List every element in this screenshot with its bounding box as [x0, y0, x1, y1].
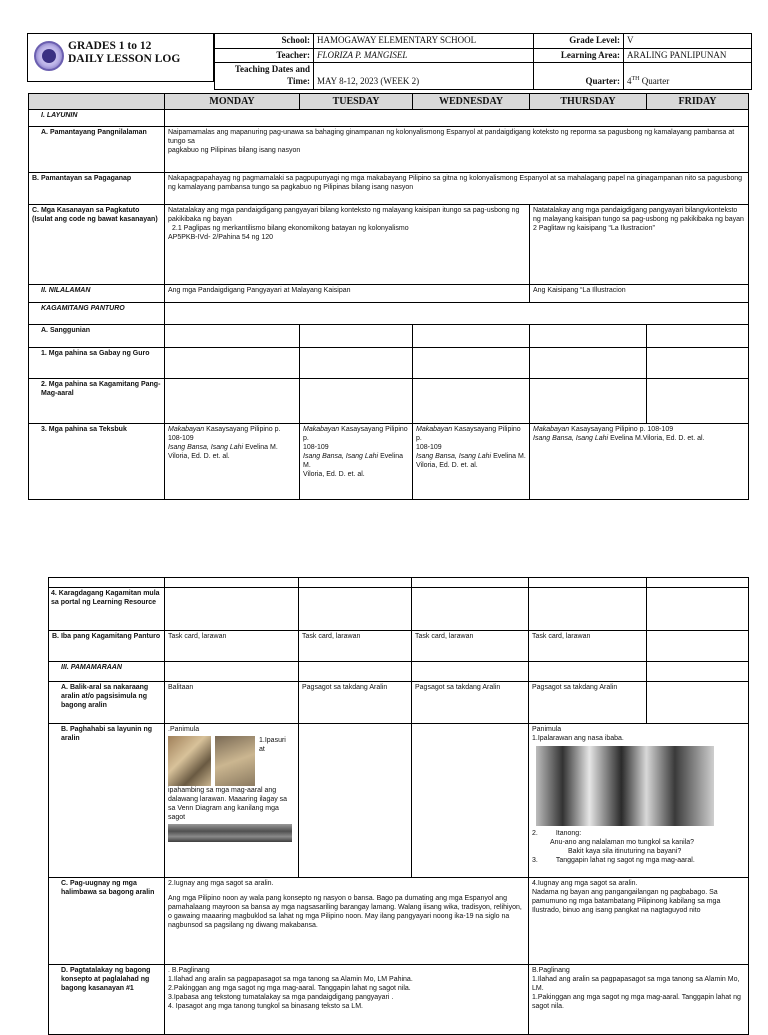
cell-empty — [300, 348, 413, 379]
section-layunin: I. LAYUNIN — [29, 110, 165, 127]
lesson-table-page1 — [28, 93, 749, 500]
kasanayan-left-3: 2.1 Paglipas ng merkantilismo bilang ekonomikong batayan ng kolonyalismo — [172, 225, 409, 233]
cell-empty — [299, 662, 412, 682]
panimula-monday: .Panimula — [168, 726, 200, 733]
day-tuesday: TUESDAY — [300, 94, 413, 110]
teacher-label: Teacher: — [215, 48, 314, 63]
tb-rest: Kasaysayang Pilipino p. — [204, 426, 281, 433]
quarter-superscript: TH — [631, 76, 640, 83]
pagtatalakay-thu-fri — [529, 965, 749, 1035]
school-label: School: — [215, 34, 314, 49]
area-label: Learning Area: — [534, 48, 624, 63]
tb-thu1: Kasaysayang Pilipino p. 108-109 — [569, 426, 674, 433]
cell-empty — [412, 662, 529, 682]
paghahabi-thursday — [529, 724, 749, 878]
label-kagamitang-mag-aaral: 2. Mga pahina sa Kagamitang Pang-Mag-aaral — [29, 379, 165, 424]
cell-empty — [299, 724, 412, 878]
pagaganap-text: Nakapagpapahayag ng pagmamalaki sa pagpupunyagi ng mga makabayang Pilipino sa gitna ng kolonyalismong Espanyol at sa mahalagang papel na ginagampanan nito sa pagusbong — [168, 175, 743, 182]
tb-author: Evelina M. — [245, 444, 278, 452]
d-mon-1: . B.Paglinang — [168, 967, 210, 974]
pag-uugnay-paragraph: Ang mga Pilipino noon ay wala pang konsepto ng nasyon o bansa. Bago pa dumating ang mga Espanyol ang pamahalaang mayroon sa bansa ay mga nagsasariling barangay lamang. Walang iisang wika, tradisyon, relihiyon, o gawaing maaaring magbuklod sa lahat ng mga Pilipino noon. May ilang pangyayari noong ika-19 na siglo na nagbunsod sa pagsilang ng diwang makabansa. — [168, 895, 522, 930]
section-kagamitang-panturo: KAGAMITANG PANTURO — [29, 303, 165, 325]
cell-empty — [299, 588, 412, 631]
ipahambing-text: ipahambing sa mga mag-aaral ang dalawang larawan. Maaaring ilagay sa sa Venn Diagram ang kanilang mga sagot — [168, 787, 288, 822]
kagamitang-content — [165, 303, 749, 325]
pamantayang-pangnilalaman-content — [165, 127, 749, 173]
cell-empty — [165, 348, 300, 379]
ipasuri-text: 1.Ipasuri at — [259, 737, 286, 754]
cell-empty — [49, 578, 165, 588]
kasanayan-right-1: Natatalakay ang mga pandaigdigang pangyayari bilangvkonteksto ng malayang kaisipan tungo sa pag-usbong ng pakikibaka ng bayan — [533, 207, 744, 224]
cell-empty — [412, 578, 529, 588]
painting-image-1 — [168, 736, 211, 786]
teksbuk-wednesday — [413, 424, 530, 500]
iugnay-monday: 2.Iugnay ang mga sagot sa aralin. — [168, 880, 274, 887]
tb-title: Makabayan — [303, 426, 340, 433]
tb-pages: 108-109 — [303, 444, 329, 452]
d-mon-5: 4. Ipasagot ang mga tanong tungkol sa binasang teksto sa LM. — [168, 1003, 363, 1011]
cell-empty — [165, 379, 300, 424]
pagsagot-wednesday: Pagsagot sa takdang Aralin — [412, 682, 529, 724]
quarter-word: Quarter — [639, 76, 670, 87]
d-thu-1: B.Paglinang — [532, 967, 570, 974]
cell-empty — [530, 325, 647, 348]
itanong-number: 2. — [532, 830, 538, 838]
tb-author-it: Isang Bansa, Isang Lahi — [416, 453, 492, 461]
cell-empty — [165, 325, 300, 348]
cell-empty — [647, 578, 749, 588]
cell-empty — [647, 348, 749, 379]
task-thursday: Task card, larawan — [529, 631, 647, 662]
question-3: Tanggapin lahat ng sagot ng mga mag-aaral. — [555, 857, 695, 865]
tb-author2: Viloria, Ed. D. et. al. — [416, 462, 478, 470]
heroes-photo-image — [536, 746, 714, 826]
kasanayan-left-1: Natatalakay ang mga pandaigdigang pangyayari bilang konteksto ng malayang kaisipan itungo sa pag-usbong ng — [168, 207, 520, 214]
quarter-label: Quarter: — [534, 63, 624, 89]
form-title-line2: DAILY LESSON LOG — [68, 53, 181, 65]
label-pag-uugnay: C. Pag-uugnay ng mga halimbawa sa bagong aralin — [49, 878, 165, 965]
cell-empty — [165, 588, 299, 631]
cell-empty — [413, 325, 530, 348]
cell-empty — [647, 325, 749, 348]
street-photo-image — [168, 824, 292, 842]
section-nilalaman: II. NILALAMAN — [29, 285, 165, 303]
balitaan-monday: Balitaan — [165, 682, 299, 724]
dates-value: MAY 8-12, 2023 (WEEK 2) — [314, 63, 534, 89]
cell-empty — [412, 588, 529, 631]
tb-author: Evelina M. — [303, 453, 404, 470]
pangnilalaman-text: Naipamamalas ang mapanuring pag-unawa sa bahaging ginampanan ng kolonyalismong Espanyol at pandaigdigang koteksto ng reporma sa pagusbong ng kamalayang pambansa at tungo sa — [168, 129, 735, 146]
label-pamantayan-pagaganap: B. Pamantayan sa Pagaganap — [29, 173, 165, 205]
cell-empty — [300, 379, 413, 424]
label-teksbuk: 3. Mga pahina sa Teksbuk — [29, 424, 165, 500]
panimula-thursday: Panimula — [532, 726, 562, 733]
teksbuk-tuesday — [300, 424, 413, 500]
pangnilalaman-text-2: pagkabuo ng Pilipinas bilang isang nasyon — [168, 147, 301, 155]
paghahabi-monday — [165, 724, 299, 878]
d-mon-2: 1.Ilahad ang aralin sa pagpapasagot sa mga tanong sa Alamin Mo, LM Pahina. — [168, 976, 413, 984]
tb-pages: 108-109 — [416, 444, 442, 452]
nilalaman-thu-fri: Ang Kaisipang “La Illustracion — [530, 285, 749, 303]
area-value: ARALING PANLIPUNAN — [624, 48, 752, 63]
cell-empty — [530, 348, 647, 379]
nilalaman-mon-wed: Ang mga Pandaigdigang Pangyayari at Malayang Kaisipan — [165, 285, 530, 303]
pagsagot-thursday: Pagsagot sa takdang Aralin — [529, 682, 647, 724]
dates-label-line2: Time: — [287, 76, 310, 87]
tb-pages: 108-109 — [168, 435, 194, 443]
day-wednesday: WEDNESDAY — [413, 94, 530, 110]
tb-rest: Kasaysayang Pilipino p. — [303, 426, 408, 443]
kasanayan-left-2: pakikibaka ng bayan — [168, 216, 232, 224]
d-thu-2: 1.Ilahad ang aralin sa pagpapasagot sa mga tanong sa Alamin Mo, LM. — [532, 976, 740, 993]
label-pagtatalakay: D. Pagtatalakay ng bagong konsepto at paglalahad ng bagong kasanayan #1 — [49, 965, 165, 1035]
cell-empty — [647, 379, 749, 424]
cell-empty — [647, 588, 749, 631]
tb-title: Makabayan — [533, 426, 570, 433]
kasanayan-mon-wed — [165, 205, 530, 285]
cell-empty — [299, 578, 412, 588]
label-paghahabi: B. Paghahabi sa layunin ng aralin — [49, 724, 165, 878]
teksbuk-thursday — [530, 424, 749, 500]
label-kasanayan: C. Mga Kasanayan sa Pagkatuto (Isulat ang code ng bawat kasanayan) — [29, 205, 165, 285]
iugnay-thursday: 4.Iugnay ang mga sagot sa aralin. — [532, 880, 638, 887]
school-value: HAMOGAWAY ELEMENTARY SCHOOL — [314, 34, 534, 49]
cell-empty — [165, 662, 299, 682]
header-info-table — [214, 33, 752, 90]
day-friday: FRIDAY — [647, 94, 749, 110]
cell-empty — [413, 348, 530, 379]
tb-thu2: Evelina M.Viloria, Ed. D. et. al. — [610, 435, 705, 443]
cell-empty — [529, 662, 647, 682]
kasanayan-left-4: AP5PKB-IVd- 2/Pahina 54 ng 120 — [168, 234, 274, 242]
layunin-content — [165, 110, 749, 127]
pagtatalakay-mon-wed — [165, 965, 529, 1035]
tb-rest: Kasaysayang Pilipino p. — [416, 426, 521, 443]
cell-empty — [300, 325, 413, 348]
grade-value: V — [624, 34, 752, 49]
label-sanggunian: A. Sanggunian — [29, 325, 165, 348]
pag-uugnay-thu-fri — [529, 878, 749, 965]
pagsagot-tuesday: Pagsagot sa takdang Aralin — [299, 682, 412, 724]
lesson-table-page2 — [48, 577, 749, 1035]
label-balik-aral: A. Balik-aral sa nakaraang aralin at/o pagsisimula ng bagong aralin — [49, 682, 165, 724]
tb-author2: Viloria, Ed. D. et. al. — [303, 471, 365, 479]
task-wednesday: Task card, larawan — [412, 631, 529, 662]
painting-image-2 — [215, 736, 255, 786]
dates-label — [215, 63, 314, 89]
kasanayan-right-2: 2 Paglitaw ng kaisipang “La Ilustracion” — [533, 225, 655, 233]
cell-empty — [647, 662, 749, 682]
cell-empty — [413, 379, 530, 424]
teksbuk-monday — [165, 424, 300, 500]
label-iba-pang-kagamitan: B. Iba pang Kagamitang Panturo — [49, 631, 165, 662]
dates-label-line1: Teaching Dates and — [234, 64, 310, 75]
label-pamantayang-pangnilalaman: A. Pamantayang Pangnilalaman — [29, 127, 165, 173]
cell-empty — [530, 379, 647, 424]
cell-empty — [647, 631, 749, 662]
teacher-value: FLORIZA P. MANGISEL — [314, 48, 534, 63]
corner-cell — [29, 94, 165, 110]
form-title — [68, 40, 180, 66]
cell-empty — [165, 578, 299, 588]
grade-label: Grade Level: — [534, 34, 624, 49]
section-pamamaraan: III. PAMAMARAAN — [49, 662, 165, 682]
q3-number: 3. — [532, 857, 538, 865]
question-2: Bakit kaya sila itinuturing na bayani? — [568, 848, 682, 856]
kasanayan-thu-fri — [530, 205, 749, 285]
header-logo-box — [27, 33, 214, 82]
task-tuesday: Task card, larawan — [299, 631, 412, 662]
ipalarawan-text: 1.Ipalarawan ang nasa ibaba. — [532, 735, 624, 743]
deped-seal-icon — [34, 41, 64, 71]
quarter-value — [624, 63, 752, 89]
cell-empty — [529, 578, 647, 588]
tb-author: Evelina M. — [493, 453, 526, 461]
tb-title: Makabayan — [168, 426, 205, 433]
cell-empty — [412, 724, 529, 878]
label-karagdagang-kagamitan: 4. Karagdagang Kagamitan mula sa portal ng Learning Resource — [49, 588, 165, 631]
d-mon-4: 3.Ipabasa ang tekstong tumatalakay sa mga pandaigdigang pangyayari . — [168, 994, 394, 1002]
pag-uugnay-thu-paragraph: Nadama ng bayan ang pangangailangan ng pagbabago. Sa pamumuno ng mga batambatang Pilipinong kabilang sa mga Ilustrado, binuo ang isang pangkat na nagtaguyod nito — [532, 889, 721, 915]
label-gabay-guro: 1. Mga pahina sa Gabay ng Guro — [29, 348, 165, 379]
pamantayan-pagaganap-content — [165, 173, 749, 205]
task-monday: Task card, larawan — [165, 631, 299, 662]
quarter-number: 4 — [627, 76, 632, 87]
cell-empty — [647, 682, 749, 724]
tb-author-it: Isang Bansa, Isang Lahi — [303, 453, 379, 461]
pagaganap-text-2: ng kamalayang pambansa tungo sa pagkabuo ng Pilipinas bilang isang nasyon — [168, 184, 414, 192]
question-1: Anu-ano ang nalalaman mo tungkol sa kanila? — [550, 839, 694, 847]
tb-author-it: Isang Bansa, Isang Lahi — [168, 444, 244, 452]
pag-uugnay-mon-wed — [165, 878, 529, 965]
day-thursday: THURSDAY — [530, 94, 647, 110]
itanong-text: Itanong: — [555, 830, 582, 838]
d-mon-3: 2.Pakinggan ang mga sagot ng mga mag-aaral. Tanggapin lahat ng sagot nila. — [168, 985, 411, 993]
d-thu-3: 1.Pakinggan ang mga sagot ng mga mag-aaral. Tanggapin lahat ng sagot nila. — [532, 994, 741, 1011]
form-title-line1: GRADES 1 to 12 — [68, 40, 152, 52]
tb-author-it: Isang Bansa, Isang Lahi — [533, 435, 609, 443]
cell-empty — [529, 588, 647, 631]
tb-title: Makabayan — [416, 426, 453, 433]
day-monday: MONDAY — [165, 94, 300, 110]
tb-author2: Viloria, Ed. D. et. al. — [168, 453, 230, 461]
